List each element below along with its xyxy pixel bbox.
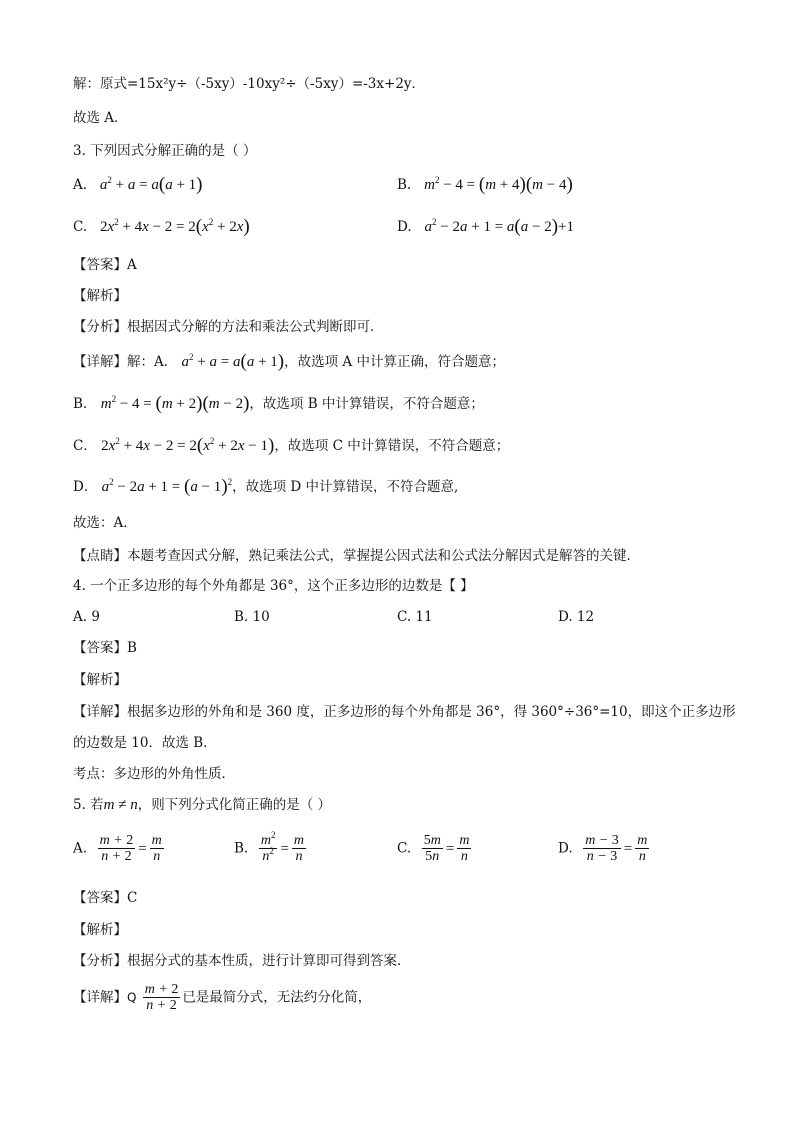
q5-answer: 【答案】C	[73, 890, 138, 906]
q4-detail-line2: 的边数是 10．故选 B．	[73, 735, 217, 751]
q3-detail-b: B． $m^2 - 4 = (m + 2)(m - 2)$，故选项 B 中计算错误，不符合题意；	[73, 393, 484, 414]
q3-option-b[interactable]: B. $m^2 - 4 = (m + 4)(m - 4)$	[397, 174, 573, 195]
q3-stem: 3. 下列因式分解正确的是（ ）	[73, 143, 257, 159]
q4-option-a[interactable]: A. 9	[73, 609, 100, 625]
q4-kaodian: 考点：多边形的外角性质．	[73, 766, 235, 782]
q3-detail-d: D． $a^2 - 2a + 1 = (a - 1)^2$，故选项 D 中计算错误，不符合题意,	[73, 476, 459, 497]
q3-answer: 【答案】A	[73, 257, 137, 273]
q5-stem: 5. 若m ≠ n，则下列分式化简正确的是（ ）	[73, 797, 332, 813]
q4-answer: 【答案】B	[73, 640, 137, 656]
q3-analysis: 【分析】根据因式分解的方法和乘法公式判断即可．	[73, 319, 384, 335]
q5-detail: 【详解】Q $\frac{m + 2}{n + 2}$ 已是最简分式，无法约分化简，	[73, 982, 372, 1013]
q5-option-c[interactable]: C. $\frac{5m}{5n}$ = $\frac{m}{n}$	[397, 833, 470, 864]
q3-choose: 故选：A．	[73, 515, 137, 531]
q4-option-c[interactable]: C. 11	[397, 609, 433, 625]
q4-stem: 4. 一个正多边形的每个外角都是 36°，这个正多边形的边数是【 】	[73, 578, 474, 594]
q5-jiexi: 【解析】	[73, 922, 127, 938]
q3-jiexi: 【解析】	[73, 288, 127, 304]
q5-analysis: 【分析】根据分式的基本性质，进行计算即可得到答案．	[73, 953, 411, 969]
q3-option-c[interactable]: C. $2x^2 + 4x - 2 = 2(x^2 + 2x)$	[73, 216, 250, 237]
q3-comment: 【点睛】本题考查因式分解，熟记乘法公式，掌握提公因式法和公式法分解因式是解答的关键．	[73, 548, 640, 564]
solution-line: 解：原式=15x²y÷（-5xy）-10xy²÷（-5xy）=-3x+2y．	[73, 76, 426, 92]
q3-option-a[interactable]: A. $a^2 + a = a(a + 1)$	[73, 174, 203, 195]
q3-detail-c: C． $2x^2 + 4x - 2 = 2(x^2 + 2x - 1)$，故选项 C 中计算错误，不符合题意；	[73, 435, 510, 456]
q4-detail-line1: 【详解】根据多边形的外角和是 360 度，正多边形的每个外角都是 36°，得 360°÷36°=10，即这个正多边形	[73, 704, 736, 720]
q3-option-d[interactable]: D. $a^2 - 2a + 1 = a(a - 2)+1$	[397, 216, 574, 237]
q3-detail-a: 【详解】解：A． $a^2 + a = a(a + 1)$，故选项 A 中计算正确，符合题意；	[73, 351, 505, 372]
q5-option-d[interactable]: D. $\frac{m - 3}{n - 3}$ = $\frac{m}{n}$	[558, 833, 648, 864]
q4-option-d[interactable]: D. 12	[558, 609, 595, 625]
choose-line: 故选 A．	[73, 110, 128, 126]
q4-jiexi: 【解析】	[73, 672, 127, 688]
q5-option-b[interactable]: B. $\frac{m^2}{n^2}$ = $\frac{m}{n}$	[234, 830, 305, 864]
q5-option-a[interactable]: A. $\frac{m + 2}{n + 2}$ = $\frac{m}{n}$	[73, 833, 162, 864]
q4-option-b[interactable]: B. 10	[234, 609, 270, 625]
